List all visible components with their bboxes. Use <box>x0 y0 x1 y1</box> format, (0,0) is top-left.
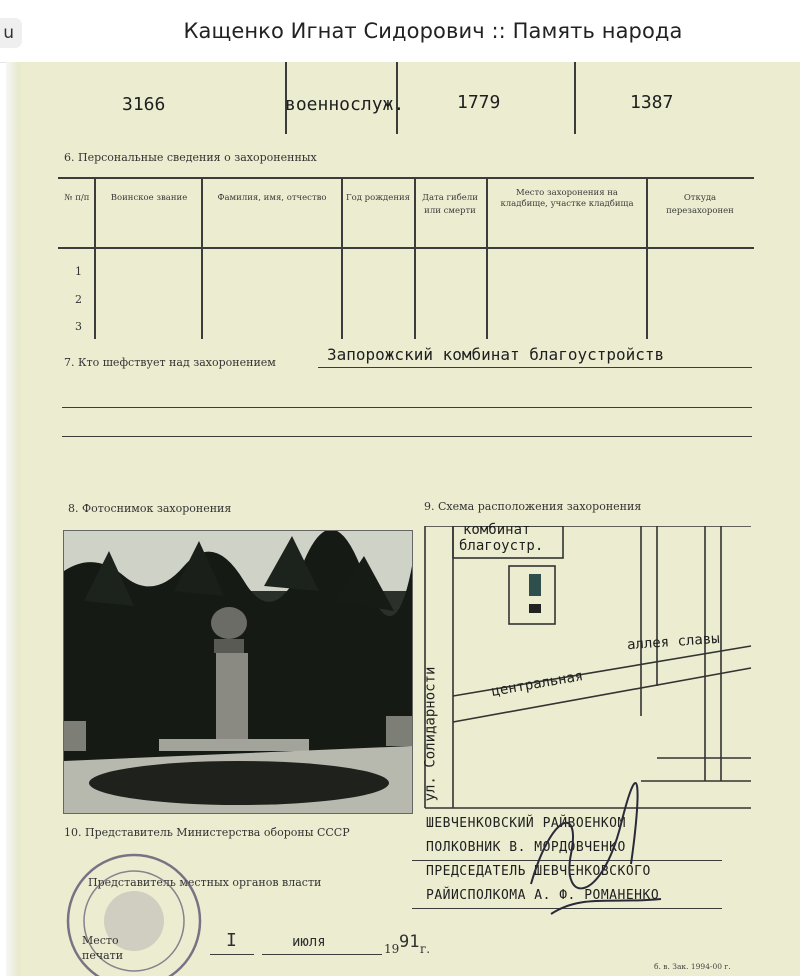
local-authority-label: Представитель местных органов власти <box>88 876 322 889</box>
table-header-number: № п/п <box>64 193 90 203</box>
table-header-border <box>58 247 754 249</box>
browser-tab-stub[interactable]: u <box>0 18 22 48</box>
date-day: I <box>226 930 237 951</box>
top-row-cell-1: 3166 <box>122 94 166 115</box>
table-col-divider-6 <box>646 177 648 339</box>
table-row-number-3: 3 <box>75 320 82 333</box>
top-row-divider-3 <box>574 62 576 134</box>
top-row-cell-4: 1387 <box>630 92 674 113</box>
handwritten-signature-icon <box>511 774 671 924</box>
section10-label: 10. Представитель Министерства обороны СССР <box>64 826 350 839</box>
document-scan <box>6 62 800 976</box>
date-year-suffix: 91 <box>399 932 420 952</box>
table-row-number-2: 2 <box>75 293 82 306</box>
page-title: Кащенко Игнат Сидорович :: Память народа <box>183 19 683 43</box>
table-col-divider-2 <box>201 177 203 339</box>
round-seal-icon <box>54 846 214 976</box>
scheme-street-alley: аллея славы <box>626 630 721 654</box>
top-row-cell-2: военнослуж. <box>285 94 405 115</box>
date-year-suffix-unit: г. <box>420 942 431 956</box>
table-header-name: Фамилия, имя, отчество <box>217 193 327 203</box>
stamp-line-2: ПОЛКОВНИК В. МОРДОВЧЕНКО <box>426 840 626 855</box>
seal-place-label-2: печати <box>82 949 124 962</box>
section7-blank-line-2 <box>62 436 752 437</box>
scheme-map-lines <box>421 526 761 816</box>
section7-value: Запорожский комбинат благоустройств <box>327 345 665 364</box>
stamp-line-4: РАЙИСПОЛКОМА А. Ф. РОМАНЕНКО <box>426 888 660 903</box>
date-month-line <box>262 954 382 955</box>
section7-label: 7. Кто шефствует над захоронением <box>64 356 276 369</box>
table-col-divider-3 <box>341 177 343 339</box>
section6-title: 6. Персональные сведения о захороненных <box>64 151 317 164</box>
table-col-divider-5 <box>486 177 488 339</box>
stamp-line-1: ШЕВЧЕНКОВСКИЙ РАЙВОЕНКОМ <box>426 816 626 831</box>
date-month: июля <box>292 934 326 950</box>
scheme-street-solidarity: ул. Солидарности <box>422 666 439 802</box>
scheme-label-combine-2: благоустр. <box>459 538 544 554</box>
browser-title-bar <box>0 0 800 63</box>
stamp-line-3: ПРЕДСЕДАТЕЛЬ ШЕВЧЕНКОВСКОГО <box>426 864 651 879</box>
table-top-border <box>58 177 754 179</box>
burial-photo <box>63 530 413 814</box>
section7-blank-line-1 <box>62 407 752 408</box>
section8-label: 8. Фотоснимок захоронения <box>68 502 232 515</box>
burial-location-scheme <box>421 522 761 816</box>
table-header-death-date: Дата гибели или смерти <box>422 193 478 216</box>
scheme-label-combine-1: комбинат <box>463 522 531 538</box>
burial-photo-image <box>64 531 412 813</box>
scheme-street-central: центральная <box>490 668 585 700</box>
top-row-cell-3: 1779 <box>457 92 501 113</box>
section7-underline <box>318 367 752 368</box>
table-header-rank: Воинское звание <box>110 193 188 203</box>
date-year-prefix: 19 <box>384 942 400 956</box>
date-day-line <box>210 954 254 955</box>
table-header-burial-place: Место захоронения на кладбище, участке кладбища <box>500 188 634 209</box>
seal-place-label-1: Место <box>82 934 119 947</box>
section9-label: 9. Схема расположения захоронения <box>424 500 642 513</box>
table-header-birth-year: Год рождения <box>346 193 411 203</box>
print-mark: б. в. Зак. 1994-00 г. <box>654 962 731 971</box>
table-row-number-1: 1 <box>75 265 82 278</box>
table-header-reburied-from: Откуда перезахоронен <box>666 193 734 216</box>
table-col-divider-1 <box>94 177 96 339</box>
